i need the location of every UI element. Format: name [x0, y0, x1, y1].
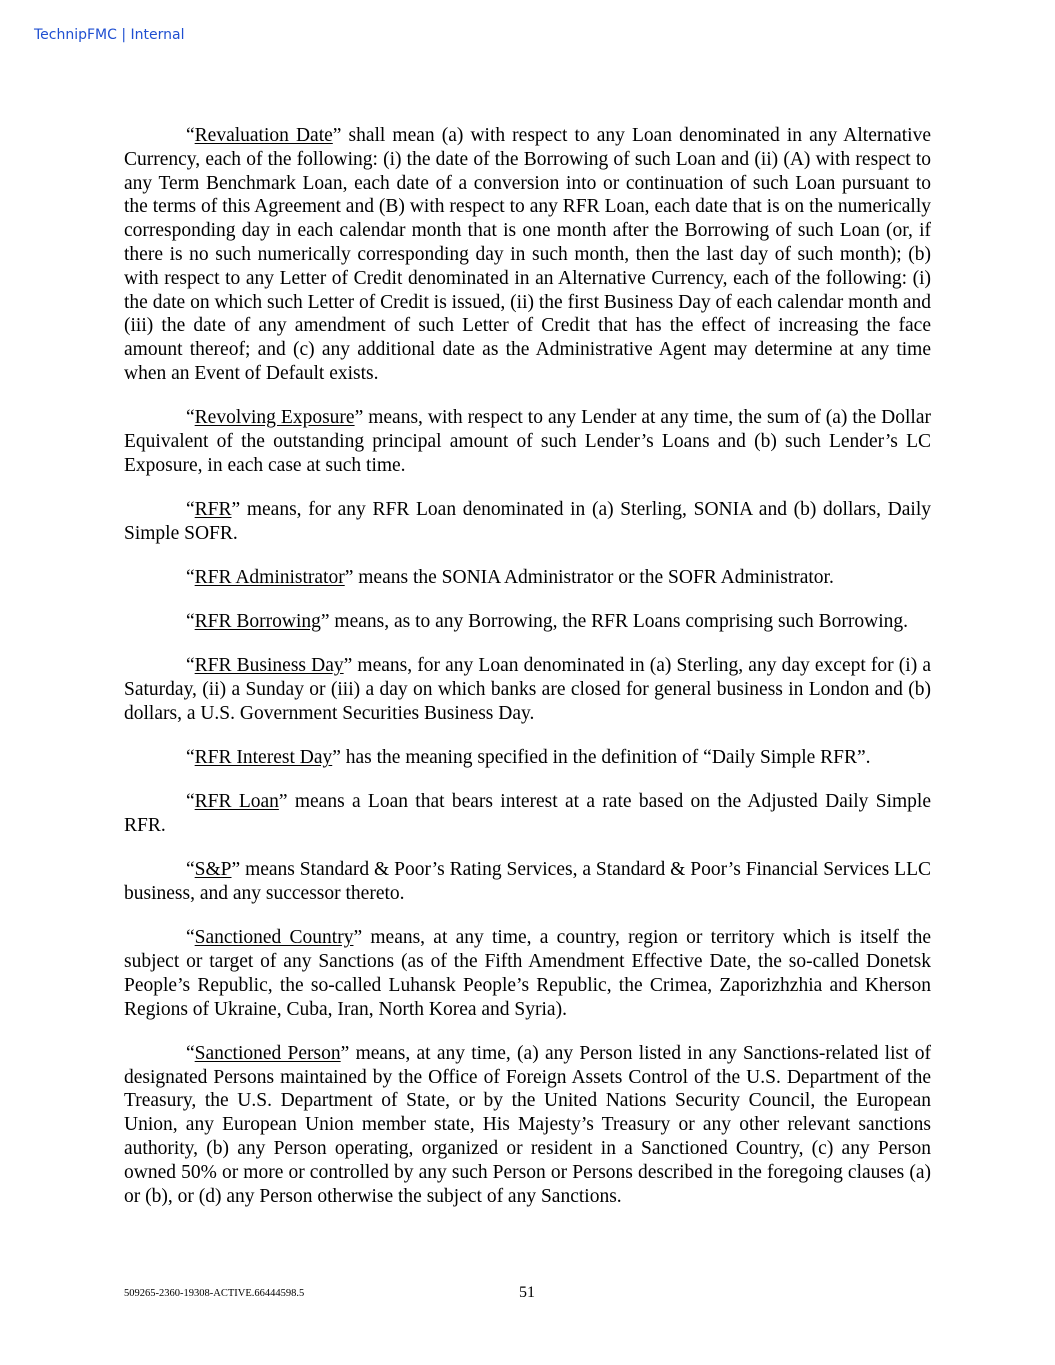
definition-paragraph: “RFR Interest Day” has the meaning specified in the definition of “Daily Simple RFR”. — [186, 747, 871, 769]
definition-paragraph: “Revaluation Date” shall mean (a) with respect to any Loan denominated in any Alternative Currency, each of the following: (i) the date of the Borrowing of such Loan and (ii) (A) with respect to any Term Benchmark Loan, each date of a conversion into or continuation of such Loan pursuant to the terms of this Agreement and (B) with respect to any RFR Loan, each date that is on the numerically corresponding day in each calendar month that is one month after the Borrowing of such Loan (or, if there is no such numerically corresponding day in such month, then the last day of such month); (b) with respect to any Letter of Credit denominated in an Alternative Currency, each of the following: (i) the date on which such Letter of Credit is issued, (ii) the first Business Day of each calendar month and (iii) the date of any amendment of such Letter of Credit that has the effect of increasing the face amount thereof; and (c) any additional date as the Administrative Agent may determine at any time when an Event of Default exists. — [124, 125, 931, 384]
defined-term: Sanctioned Country — [194, 927, 354, 949]
defined-term: S&P — [194, 859, 232, 881]
definition-text: ” has the meaning specified in the definition of “Daily Simple RFR”. — [332, 747, 871, 769]
definition-text: ” means the SONIA Administrator or the SOFR Administrator. — [344, 566, 834, 588]
definition-text: ” means Standard & Poor’s Rating Services, a Standard & Poor’s Financial Services LLC business, and any successor thereto. — [124, 859, 931, 905]
defined-term: RFR Administrator — [194, 566, 345, 588]
defined-term: Revaluation Date — [194, 125, 333, 146]
classification-label: TechnipFMC | Internal — [34, 27, 185, 43]
definition-paragraph: “RFR Loan” means a Loan that bears interest at a rate based on the Adjusted Daily Simple RFR. — [124, 791, 931, 837]
definition-paragraph: “RFR Business Day” means, for any Loan denominated in (a) Sterling, any day except for (i) a Saturday, (ii) a Sunday or (iii) a day on which banks are closed for general business in London and (b) dollars, a U.S. Government Securities Business Day. — [124, 655, 931, 724]
defined-term: RFR Borrowing — [194, 611, 321, 633]
definition-paragraph: “RFR Borrowing” means, as to any Borrowing, the RFR Loans comprising such Borrowing. — [186, 611, 908, 633]
definition-text: ” shall mean (a) with respect to any Loan denominated in any Alternative Currency, each of the following: (i) the date of the Borrowing of such Loan and (ii) (A) with respect to any Term Benchmark Loan, each date of a conversion into or continuation of such Loan pursuant to the terms of this Agreement and (B) with respect to any RFR Loan, each date that is on the numerically corresponding day in each calendar month that is one month after the Borrowing of such Loan (or, if there is no such numerically corresponding day in such month, then the last day of such month); (b) with respect to any Letter of Credit denominated in an Alternative Currency, each of the following: (i) the date on which such Letter of Credit is issued, (ii) the first Business Day of each calendar month and (iii) the date of any amendment of such Letter of Credit that has the effect of increasing the face amount thereof; and (c) any additional date as the Administrative Agent may determine at any time when an Event of Default exists. — [124, 125, 931, 384]
definition-text: ” means, for any Loan denominated in (a) Sterling, any day except for (i) a Saturday, (ii) a Sunday or (iii) a day on which banks are closed for general business in London and (b) dollars, a U.S. Government Securities Business Day. — [124, 655, 931, 724]
definitions-section — [124, 124, 931, 1229]
definition-text: ” means, at any time, a country, region or territory which is itself the subject or target of any Sanctions (as of the Fifth Amendment Effective Date, the so-called Donetsk People’s Republic, the so-called Luhansk People’s Republic, the Crimea, Zaporizhzhia and Kherson Regions of Ukraine, Cuba, Iran, North Korea and Syria). — [124, 927, 931, 1020]
defined-term: Sanctioned Person — [194, 1042, 341, 1064]
defined-term: RFR Interest Day — [194, 747, 333, 769]
definition-text: ” means, for any RFR Loan denominated in (a) Sterling, SONIA and (b) dollars, Daily Simple SOFR. — [124, 498, 931, 544]
document-id: 509265-2360-19308-ACTIVE.66444598.5 — [124, 1288, 305, 1299]
definition-text: ” means, as to any Borrowing, the RFR Loans comprising such Borrowing. — [320, 611, 908, 633]
definition-text: ” means, at any time, (a) any Person listed in any Sanctions-related list of designated Persons maintained by the Office of Foreign Assets Control of the U.S. Department of the Treasury, the U.S. Department of State, or by the United Nations Security Council, the European Union, any European Union member state, His Majesty’s Treasury or any other relevant sanctions authority, (b) any Person operating, organized or resident in a Sanctioned Country, (c) any Person owned 50% or more or controlled by any such Person or Persons described in the foregoing clauses (a) or (b), or (d) any Person otherwise the subject of any Sanctions. — [124, 1042, 932, 1207]
definition-paragraph: “Sanctioned Person” means, at any time, (a) any Person listed in any Sanctions-related list of designated Persons maintained by the Office of Foreign Assets Control of the U.S. Department of the Treasury, the U.S. Department of State, or by the United Nations Security Council, the European Union, any European Union member state, His Majesty’s Treasury or any other relevant sanctions authority, (b) any Person operating, organized or resident in a Sanctioned Country, (c) any Person owned 50% or more or controlled by any such Person or Persons described in the foregoing clauses (a) or (b), or (d) any Person otherwise the subject of any Sanctions. — [124, 1042, 932, 1207]
definition-paragraph: “Revolving Exposure” means, with respect to any Lender at any time, the sum of (a) the Dollar Equivalent of the outstanding principal amount of such Lender’s Loans and (b) such Lender’s LC Exposure, in each case at such time. — [124, 407, 931, 476]
definition-paragraph: “RFR Administrator” means the SONIA Administrator or the SOFR Administrator. — [186, 566, 834, 588]
definition-paragraph: “Sanctioned Country” means, at any time, a country, region or territory which is itself the subject or target of any Sanctions (as of the Fifth Amendment Effective Date, the so-called Donetsk People’s Republic, the so-called Luhansk People’s Republic, the Crimea, Zaporizhzhia and Kherson Regions of Ukraine, Cuba, Iran, North Korea and Syria). — [124, 927, 931, 1020]
defined-term: RFR Business Day — [194, 655, 344, 677]
definition-paragraph: “RFR” means, for any RFR Loan denominated in (a) Sterling, SONIA and (b) dollars, Daily Simple SOFR. — [124, 498, 931, 544]
definition-text: ” means, with respect to any Lender at any time, the sum of (a) the Dollar Equivalent of the outstanding principal amount of such Lender’s Loans and (b) such Lender’s LC Exposure, in each case at such time. — [124, 407, 931, 476]
definition-text: ” means a Loan that bears interest at a rate based on the Adjusted Daily Simple RFR. — [124, 791, 931, 837]
defined-term: RFR Loan — [194, 791, 279, 813]
page-number: 51 — [519, 1284, 535, 1301]
definition-paragraph: “S&P” means Standard & Poor’s Rating Services, a Standard & Poor’s Financial Services LLC business, and any successor thereto. — [124, 859, 931, 905]
defined-term: Revolving Exposure — [194, 407, 355, 429]
defined-term: RFR — [194, 498, 232, 520]
